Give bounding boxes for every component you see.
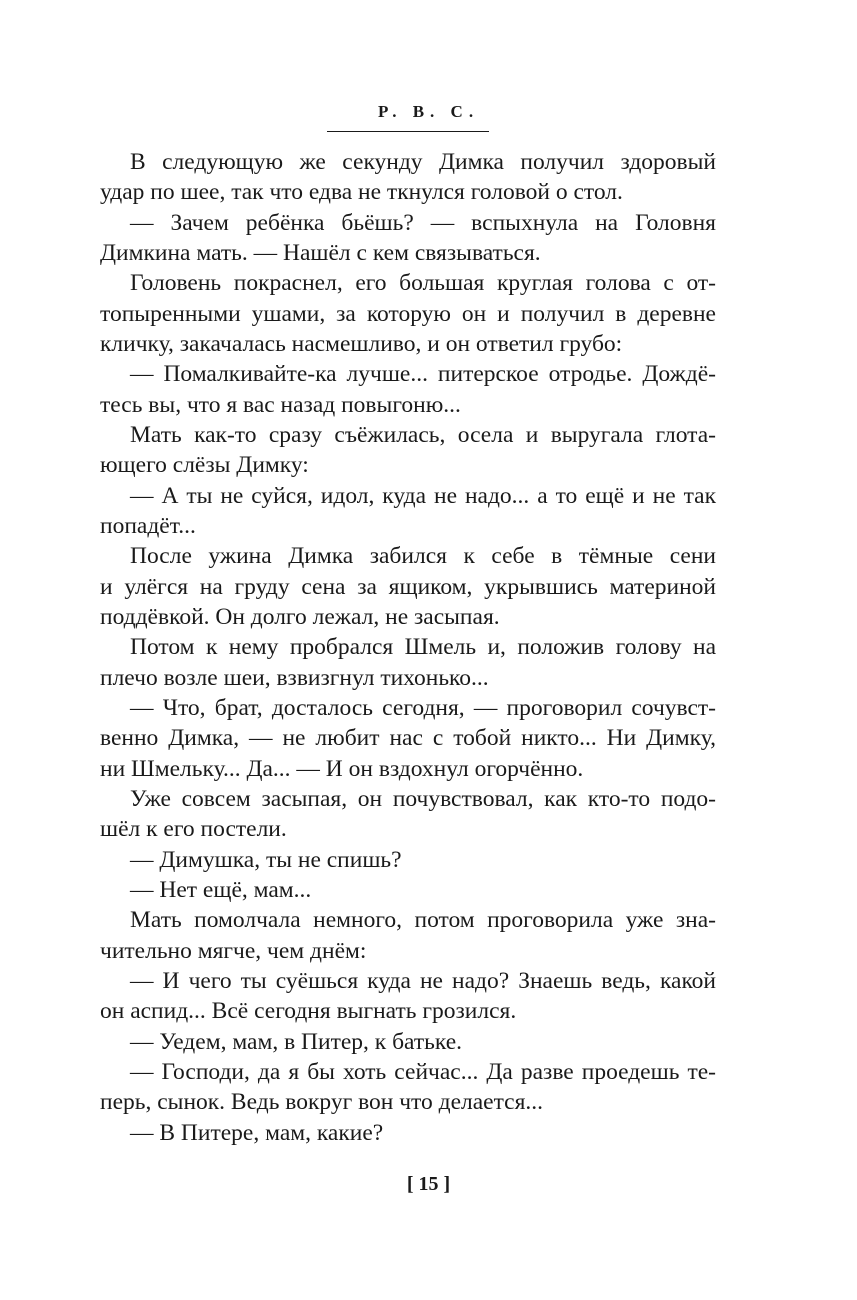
text-line: После ужина Димка забился к себе в тёмные сени [130, 543, 716, 570]
text-line: удар по шее, так что едва не ткнулся головой о стол. [100, 179, 623, 206]
text-line: Мать помолчала немного, потом проговорила уже зна- [130, 907, 716, 934]
text-line: В следующую же секунду Димка получил здоровый [130, 149, 716, 175]
text-line: Головень покраснел, его большая круглая голова с от- [130, 270, 716, 297]
text-line: — Зачем ребёнка бьёшь? — вспыхнула на Головня [130, 209, 716, 236]
text-line: перь, сынок. Ведь вокруг вон что делается... [100, 1089, 544, 1116]
text-line: Мать как-то сразу съёжилась, осела и выругала глота- [130, 421, 716, 448]
text-line: кличку, закачалась насмешливо, и он ответил грубо: [100, 330, 623, 357]
text-line: ющего слёзы Димку: [100, 452, 309, 479]
text-line: — Помалкивайте-ка лучше... питерское отродье. Дождё- [130, 361, 716, 388]
text-line: тесь вы, что я вас назад повыгоню... [100, 391, 461, 418]
text-line: Уже совсем засыпая, он почувствовал, как кто-то подо- [130, 785, 716, 812]
text-line: попадёт... [100, 512, 196, 539]
text-line: топыренными ушами, за которую он и получил в деревне [100, 300, 716, 327]
text-line: венно Димка, — не любит нас с тобой никто... Ни Димку, [100, 725, 716, 752]
page-number: [ 15 ] [406, 1173, 451, 1195]
text-line: — Что, брат, досталось сегодня, — проговорил сочувст- [130, 694, 716, 721]
running-head-rule [327, 131, 489, 132]
text-line: шёл к его постели. [100, 816, 287, 843]
text-line: — Уедем, мам, в Питер, к батьке. [130, 1028, 462, 1055]
text-line: — И чего ты суёшься куда не надо? Знаешь ведь, какой [130, 967, 716, 994]
text-line: и улёгся на груду сена за ящиком, укрывшись материной [100, 573, 716, 600]
text-line: Димкина мать. — Нашёл с кем связываться. [100, 239, 541, 266]
text-line: — В Питере, мам, какие? [130, 1119, 384, 1146]
text-line: — Димушка, ты не спишь? [130, 846, 402, 873]
text-line: чительно мягче, чем днём: [100, 937, 367, 964]
text-line: — Нет ещё, мам... [130, 876, 312, 903]
text-line: плечо возле шеи, взвизгнул тихонько... [100, 664, 489, 691]
text-line: поддёвкой. Он долго лежал, не засыпая. [100, 603, 500, 630]
text-line: ни Шмельку... Да... — И он вздохнул огорчённо. [100, 755, 584, 782]
text-line: он аспид... Всё сегодня выгнать грозился. [100, 998, 517, 1025]
running-head: Р. В. С. [377, 102, 480, 121]
text-line: Потом к нему пробрался Шмель и, положив голову на [130, 634, 716, 661]
text-line: — Господи, да я бы хоть сейчас... Да разве проедешь те- [130, 1058, 716, 1085]
text-line: — А ты не суйся, идол, куда не надо... а то ещё и не так [130, 482, 716, 509]
body-text [100, 147, 716, 1148]
